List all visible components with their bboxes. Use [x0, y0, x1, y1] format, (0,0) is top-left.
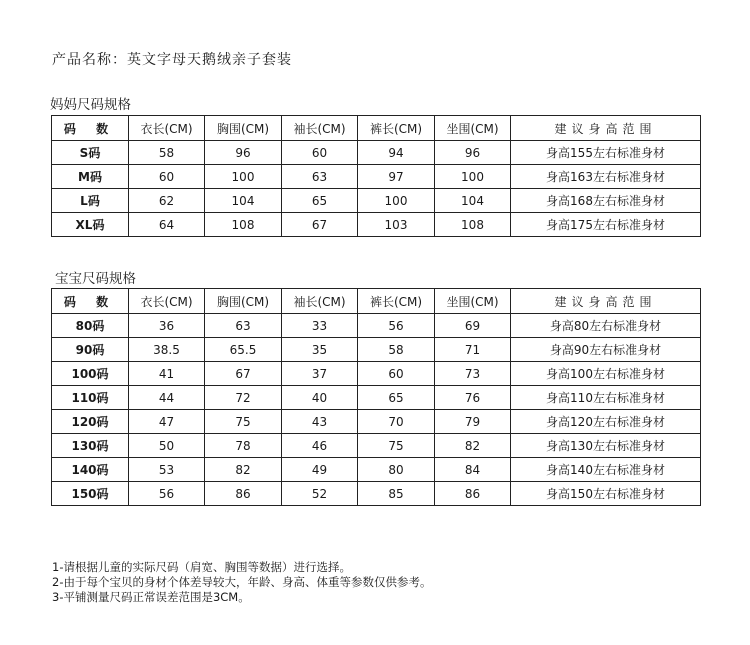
- table-header-row: [52, 289, 701, 314]
- table-cell: 64: [129, 213, 205, 237]
- table-cell: 62: [129, 189, 205, 213]
- column-header: 裤长(CM): [358, 289, 435, 314]
- table-row: [52, 165, 701, 189]
- table-row: [52, 410, 701, 434]
- table-cell: 56: [129, 482, 205, 506]
- size-cell: M码: [52, 165, 129, 189]
- table-row: [52, 314, 701, 338]
- size-cell: 150码: [52, 482, 129, 506]
- column-header: 裤长(CM): [358, 116, 435, 141]
- column-header: 袖长(CM): [282, 116, 358, 141]
- table-cell: 52: [282, 482, 358, 506]
- table-row: [52, 189, 701, 213]
- table-cell: 身高168左右标准身材: [511, 189, 701, 213]
- note-line: 2-由于每个宝贝的身材个体差导较大，年龄、身高、体重等参数仅供参考。: [52, 575, 432, 589]
- table-cell: 身高163左右标准身材: [511, 165, 701, 189]
- table-cell: 身高110左右标准身材: [511, 386, 701, 410]
- table-row: [52, 362, 701, 386]
- size-notes: [52, 560, 431, 605]
- table-cell: 41: [129, 362, 205, 386]
- table-cell: 58: [129, 141, 205, 165]
- table-cell: 身高100左右标准身材: [511, 362, 701, 386]
- table-cell: 82: [435, 434, 511, 458]
- table-cell: 100: [435, 165, 511, 189]
- column-header: 坐围(CM): [435, 116, 511, 141]
- table-cell: 56: [358, 314, 435, 338]
- table-cell: 79: [435, 410, 511, 434]
- size-cell: L码: [52, 189, 129, 213]
- table-cell: 40: [282, 386, 358, 410]
- note-line: 3-平铺测量尺码正常误差范围是3CM。: [52, 590, 250, 604]
- size-cell: 100码: [52, 362, 129, 386]
- table-cell: 84: [435, 458, 511, 482]
- table-row: [52, 141, 701, 165]
- size-cell: XL码: [52, 213, 129, 237]
- table-cell: 97: [358, 165, 435, 189]
- column-header: 衣长(CM): [129, 289, 205, 314]
- table-cell: 67: [205, 362, 282, 386]
- table-cell: 36: [129, 314, 205, 338]
- table-cell: 72: [205, 386, 282, 410]
- column-header: 胸围(CM): [205, 116, 282, 141]
- table-cell: 108: [205, 213, 282, 237]
- table-row: [52, 386, 701, 410]
- table-cell: 70: [358, 410, 435, 434]
- table-cell: 身高155左右标准身材: [511, 141, 701, 165]
- column-header: 袖长(CM): [282, 289, 358, 314]
- table-cell: 73: [435, 362, 511, 386]
- table-cell: 104: [435, 189, 511, 213]
- table-cell: 108: [435, 213, 511, 237]
- column-header: 衣长(CM): [129, 116, 205, 141]
- table-cell: 94: [358, 141, 435, 165]
- baby-size-table: [51, 288, 701, 506]
- table-cell: 58: [358, 338, 435, 362]
- table-cell: 63: [282, 165, 358, 189]
- table-cell: 44: [129, 386, 205, 410]
- table-cell: 65: [282, 189, 358, 213]
- table-cell: 身高120左右标准身材: [511, 410, 701, 434]
- column-header: 码 数: [52, 116, 129, 141]
- table-cell: 49: [282, 458, 358, 482]
- table-cell: 身高80左右标准身材: [511, 314, 701, 338]
- table-cell: 63: [205, 314, 282, 338]
- table-cell: 53: [129, 458, 205, 482]
- table-row: [52, 434, 701, 458]
- table-cell: 60: [282, 141, 358, 165]
- table-cell: 65: [358, 386, 435, 410]
- column-header: 建议身高范围: [511, 289, 701, 314]
- table-cell: 71: [435, 338, 511, 362]
- table-cell: 75: [358, 434, 435, 458]
- table-cell: 86: [435, 482, 511, 506]
- table-cell: 47: [129, 410, 205, 434]
- table-cell: 104: [205, 189, 282, 213]
- product-name: 产品名称：英文字母天鹅绒亲子套装: [52, 52, 292, 68]
- table-cell: 100: [205, 165, 282, 189]
- table-cell: 身高90左右标准身材: [511, 338, 701, 362]
- table-row: [52, 482, 701, 506]
- table-cell: 80: [358, 458, 435, 482]
- column-header: 坐围(CM): [435, 289, 511, 314]
- table-cell: 38.5: [129, 338, 205, 362]
- table-cell: 65.5: [205, 338, 282, 362]
- table-cell: 60: [358, 362, 435, 386]
- table-cell: 69: [435, 314, 511, 338]
- table-cell: 75: [205, 410, 282, 434]
- table-cell: 86: [205, 482, 282, 506]
- table-cell: 103: [358, 213, 435, 237]
- table-cell: 96: [435, 141, 511, 165]
- table-cell: 60: [129, 165, 205, 189]
- table-cell: 身高130左右标准身材: [511, 434, 701, 458]
- size-cell: 80码: [52, 314, 129, 338]
- table-cell: 身高150左右标准身材: [511, 482, 701, 506]
- table-header-row: [52, 116, 701, 141]
- column-header: 码 数: [52, 289, 129, 314]
- table-cell: 96: [205, 141, 282, 165]
- size-cell: 110码: [52, 386, 129, 410]
- size-cell: 120码: [52, 410, 129, 434]
- table-cell: 100: [358, 189, 435, 213]
- mom-size-title: 妈妈尺码规格: [50, 97, 131, 113]
- mom-size-table: [51, 115, 701, 237]
- table-cell: 82: [205, 458, 282, 482]
- baby-size-title: 宝宝尺码规格: [55, 271, 136, 287]
- table-row: [52, 338, 701, 362]
- table-cell: 37: [282, 362, 358, 386]
- table-cell: 46: [282, 434, 358, 458]
- table-cell: 78: [205, 434, 282, 458]
- table-cell: 67: [282, 213, 358, 237]
- table-row: [52, 458, 701, 482]
- column-header: 建议身高范围: [511, 116, 701, 141]
- table-cell: 85: [358, 482, 435, 506]
- size-cell: 130码: [52, 434, 129, 458]
- table-cell: 43: [282, 410, 358, 434]
- note-line: 1-请根据儿童的实际尺码（肩宽、胸围等数据）进行选择。: [52, 560, 351, 574]
- size-cell: S码: [52, 141, 129, 165]
- table-cell: 50: [129, 434, 205, 458]
- table-cell: 身高140左右标准身材: [511, 458, 701, 482]
- size-cell: 90码: [52, 338, 129, 362]
- size-cell: 140码: [52, 458, 129, 482]
- table-cell: 35: [282, 338, 358, 362]
- table-cell: 33: [282, 314, 358, 338]
- table-cell: 76: [435, 386, 511, 410]
- table-row: [52, 213, 701, 237]
- column-header: 胸围(CM): [205, 289, 282, 314]
- table-cell: 身高175左右标准身材: [511, 213, 701, 237]
